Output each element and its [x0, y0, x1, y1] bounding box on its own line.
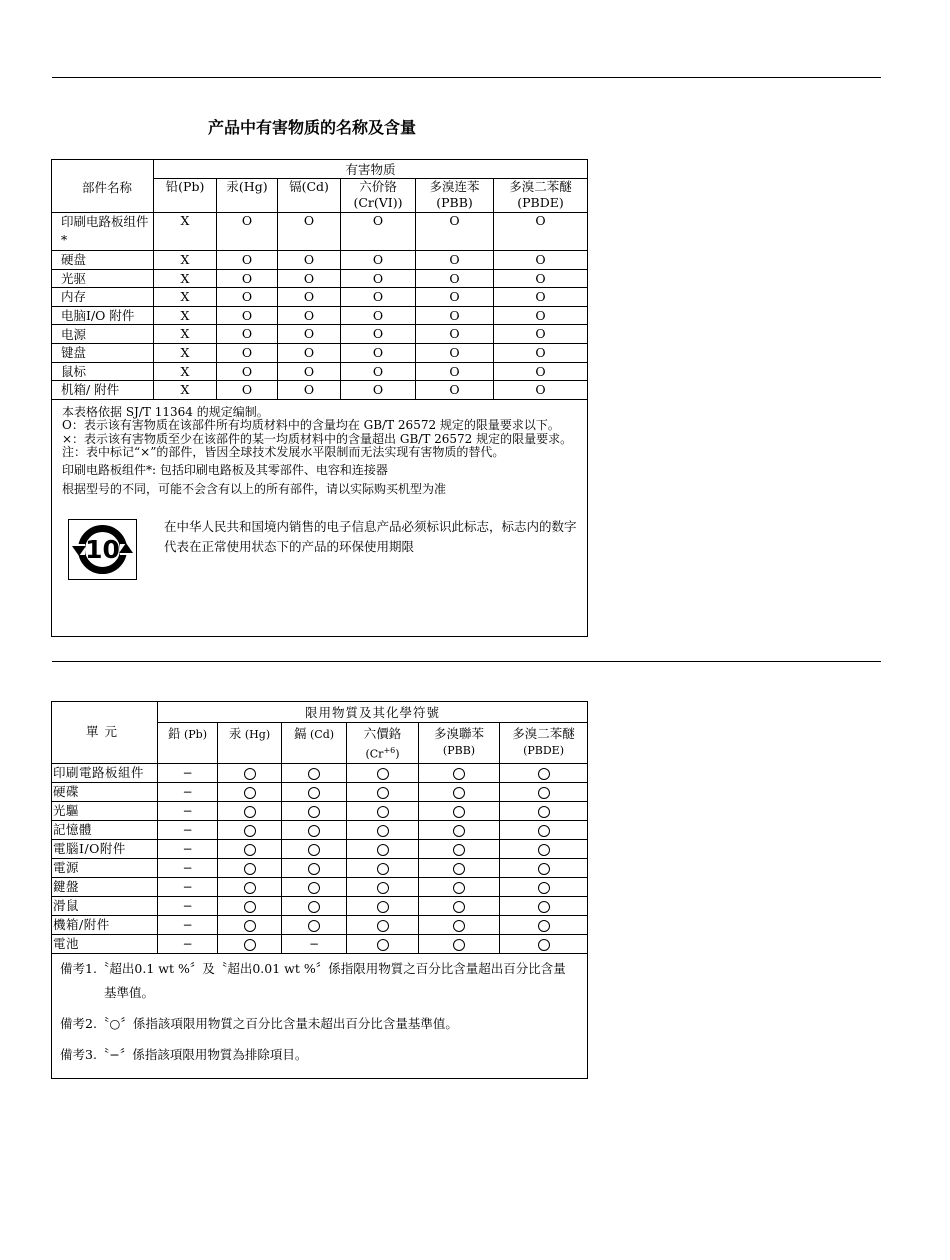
restriction-value	[218, 763, 282, 782]
below-limit-mark	[244, 939, 256, 951]
substance-value: O	[278, 269, 341, 288]
substance-column-header	[278, 179, 341, 213]
restriction-value	[500, 934, 588, 953]
below-limit-mark	[453, 882, 465, 894]
table-row	[52, 251, 588, 270]
exempt-mark: −	[182, 898, 193, 913]
below-limit-mark	[308, 882, 320, 894]
substance-value: O	[416, 288, 494, 307]
restriction-value	[347, 934, 419, 953]
table-row	[52, 915, 588, 934]
below-limit-mark	[538, 844, 550, 856]
substance-value: X	[154, 306, 217, 325]
page-title: 产品中有害物质的名称及含量	[208, 118, 417, 137]
note-line: ×：表示该有害物质至少在该部件的某一均质材料中的含量超出 GB/T 26572 规定的限量要求。	[62, 431, 573, 446]
exempt-mark: −	[182, 784, 193, 799]
exempt-mark: −	[182, 803, 193, 818]
below-limit-mark	[453, 768, 465, 780]
below-limit-mark	[308, 825, 320, 837]
substance-value: O	[494, 251, 588, 270]
substance-value: O	[494, 269, 588, 288]
remark-2: 備考2.〝○〞係指該項限用物質之百分比含量未超出百分比含量基準值。	[60, 1015, 458, 1031]
restriction-value	[158, 820, 218, 839]
restriction-value	[218, 782, 282, 801]
restriction-value	[347, 915, 419, 934]
below-limit-mark	[538, 768, 550, 780]
substance-value: O	[494, 381, 588, 400]
remark-3: 備考3.〝−〞係指該項限用物質為排除項目。	[60, 1046, 308, 1062]
substance-value: O	[416, 362, 494, 381]
unit-name: 電腦I/O附件	[52, 839, 158, 858]
below-limit-mark	[308, 863, 320, 875]
below-limit-mark	[308, 901, 320, 913]
restriction-value	[282, 839, 347, 858]
substance-value: X	[154, 325, 217, 344]
table-row	[52, 782, 588, 801]
restriction-value	[218, 915, 282, 934]
restriction-value	[158, 934, 218, 953]
substance-value: O	[217, 343, 278, 362]
restriction-value	[218, 934, 282, 953]
restriction-value	[419, 820, 500, 839]
substance-value: X	[154, 381, 217, 400]
substance-value: O	[278, 362, 341, 381]
substance-value: O	[217, 213, 278, 251]
table-row	[52, 763, 588, 782]
below-limit-mark	[538, 806, 550, 818]
substance-value: O	[217, 381, 278, 400]
substance-symbol: (Hg)	[241, 728, 271, 741]
unit-name: 印刷電路板組件	[52, 763, 158, 782]
substance-value: O	[341, 251, 416, 270]
substance-value: O	[341, 269, 416, 288]
restriction-value	[419, 801, 500, 820]
exempt-mark: −	[182, 841, 193, 856]
substance-value: O	[494, 325, 588, 344]
substance-symbol: (Cr(VI))	[353, 195, 403, 210]
substance-symbol: (PBDE)	[523, 744, 564, 757]
restriction-value	[158, 839, 218, 858]
below-limit-mark	[538, 901, 550, 913]
substance-value: O	[494, 343, 588, 362]
part-name: 键盘	[52, 343, 154, 362]
below-limit-mark	[377, 901, 389, 913]
middle-divider	[52, 661, 881, 662]
restriction-value	[158, 877, 218, 896]
substance-value: O	[217, 288, 278, 307]
below-limit-mark	[244, 806, 256, 818]
restriction-value	[158, 915, 218, 934]
restricted-column-header	[500, 723, 588, 764]
substance-value: O	[278, 381, 341, 400]
substance-symbol: (PBB)	[442, 744, 476, 757]
substance-value: O	[494, 362, 588, 381]
substance-value: O	[341, 362, 416, 381]
substance-symbol: $(Cr^{+6})$	[365, 746, 400, 761]
substance-value: O	[278, 306, 341, 325]
below-limit-mark	[377, 882, 389, 894]
substance-value: X	[154, 213, 217, 251]
restriction-value	[218, 839, 282, 858]
part-name: 光驱	[52, 269, 154, 288]
exempt-mark: −	[182, 860, 193, 875]
below-limit-mark	[453, 863, 465, 875]
unit-name: 電源	[52, 858, 158, 877]
below-limit-mark	[538, 863, 550, 875]
below-limit-mark	[377, 920, 389, 932]
substance-value: O	[494, 213, 588, 251]
restriction-value	[158, 896, 218, 915]
substance-column-header	[416, 179, 494, 213]
substance-symbol: (PBB)	[436, 195, 473, 210]
substance-value: O	[217, 269, 278, 288]
restriction-value	[282, 763, 347, 782]
restricted-column-header	[347, 723, 419, 764]
substance-value: O	[416, 325, 494, 344]
note-line: 根据型号的不同，可能不会含有以上的所有部件，请以实际购买机型为准	[62, 481, 447, 496]
restriction-value	[218, 801, 282, 820]
notes-cell	[52, 399, 588, 636]
restriction-value	[419, 896, 500, 915]
below-limit-mark	[453, 920, 465, 932]
substance-value: O	[341, 381, 416, 400]
below-limit-mark	[377, 825, 389, 837]
exempt-mark: −	[182, 879, 193, 894]
unit-name: 鍵盤	[52, 877, 158, 896]
below-limit-mark	[453, 939, 465, 951]
below-limit-mark	[453, 825, 465, 837]
substance-name: 汞(Hg)	[226, 179, 268, 194]
hazardous-substances-table-simplified	[51, 159, 588, 637]
restriction-value	[282, 858, 347, 877]
below-limit-mark	[244, 844, 256, 856]
substance-value: O	[341, 213, 416, 251]
below-limit-mark	[538, 787, 550, 799]
part-name-header: 部件名称	[52, 160, 154, 213]
part-name: 机箱/ 附件	[52, 381, 154, 400]
substance-name: 铅(Pb)	[165, 179, 205, 194]
table-row	[52, 213, 588, 251]
restriction-value	[158, 763, 218, 782]
substance-value: X	[154, 269, 217, 288]
restriction-value	[158, 858, 218, 877]
restriction-value	[347, 820, 419, 839]
substance-value: O	[416, 306, 494, 325]
table-row	[52, 325, 588, 344]
restriction-value	[158, 801, 218, 820]
restriction-value	[218, 896, 282, 915]
below-limit-mark	[453, 844, 465, 856]
restriction-value	[500, 877, 588, 896]
restriction-value	[282, 782, 347, 801]
substance-name: 汞 (Hg)	[228, 726, 271, 741]
top-divider	[52, 77, 881, 78]
eco-label	[68, 519, 137, 580]
eco-label-number: 10	[85, 534, 120, 564]
restricted-column-header	[282, 723, 347, 764]
substance-column-header	[341, 179, 416, 213]
unit-header: 單元	[52, 702, 158, 764]
restriction-value	[500, 801, 588, 820]
restriction-value	[158, 782, 218, 801]
restriction-value	[347, 801, 419, 820]
below-limit-mark	[244, 787, 256, 799]
substance-value: O	[416, 269, 494, 288]
part-name: 硬盘	[52, 251, 154, 270]
restricted-column-header	[158, 723, 218, 764]
table-row	[52, 306, 588, 325]
part-name: 电源	[52, 325, 154, 344]
restricted-group-header: 限用物質及其化學符號	[158, 702, 588, 723]
restriction-value	[218, 877, 282, 896]
table-row	[52, 801, 588, 820]
below-limit-mark	[244, 882, 256, 894]
substance-value: O	[278, 213, 341, 251]
below-limit-mark	[377, 806, 389, 818]
substance-name: 鎘 (Cd)	[293, 726, 335, 741]
substance-column-header	[154, 179, 217, 213]
below-limit-mark	[377, 844, 389, 856]
part-name: 鼠标	[52, 362, 154, 381]
below-limit-mark	[308, 920, 320, 932]
restriction-value	[347, 858, 419, 877]
restriction-value	[500, 858, 588, 877]
restriction-value	[500, 820, 588, 839]
exempt-mark: −	[308, 936, 320, 951]
remark-1: 備考1.〝超出0.1 wt %〞及〝超出0.01 wt %〞係指限用物質之百分比含量超出百分比含量	[60, 960, 566, 976]
restriction-value	[282, 896, 347, 915]
table-row	[52, 362, 588, 381]
restriction-value	[500, 915, 588, 934]
substance-value: X	[154, 343, 217, 362]
restriction-value	[347, 896, 419, 915]
table-row	[52, 343, 588, 362]
below-limit-mark	[244, 920, 256, 932]
below-limit-mark	[453, 806, 465, 818]
note-line: 注：表中标记“×”的部件，皆因全球技术发展水平限制而无法实现有害物质的替代。	[62, 445, 505, 460]
restriction-value	[282, 801, 347, 820]
substance-value: O	[416, 343, 494, 362]
below-limit-mark	[244, 901, 256, 913]
restriction-value	[419, 877, 500, 896]
substance-value: O	[278, 343, 341, 362]
substance-value: O	[416, 251, 494, 270]
substance-value: X	[154, 288, 217, 307]
substance-symbol: (Cd)	[306, 728, 335, 741]
substance-name: 六价铬	[359, 179, 397, 194]
restriction-value	[419, 782, 500, 801]
restriction-value	[500, 896, 588, 915]
substance-name: 六價鉻	[363, 726, 402, 741]
table-row	[52, 877, 588, 896]
below-limit-mark	[308, 844, 320, 856]
table-row	[52, 269, 588, 288]
unit-name: 機箱/附件	[52, 915, 158, 934]
restricted-column-header	[218, 723, 282, 764]
restriction-value	[282, 820, 347, 839]
restriction-value	[347, 877, 419, 896]
remarks-cell	[52, 953, 588, 1078]
substance-name: 镉(Cd)	[289, 179, 329, 194]
recycle-10-icon	[69, 520, 136, 579]
below-limit-mark	[244, 863, 256, 875]
exempt-mark: −	[182, 765, 193, 780]
restriction-value	[218, 858, 282, 877]
substance-value: O	[217, 362, 278, 381]
table-row	[52, 858, 588, 877]
restricted-substances-table-traditional	[51, 701, 588, 1079]
restriction-value	[347, 782, 419, 801]
substance-value: O	[416, 213, 494, 251]
remark-1-continued: 基準值。	[104, 984, 155, 1000]
restriction-value	[347, 763, 419, 782]
below-limit-mark	[538, 920, 550, 932]
restricted-column-header	[419, 723, 500, 764]
substance-column-header	[494, 179, 588, 213]
below-limit-mark	[453, 901, 465, 913]
below-limit-mark	[377, 768, 389, 780]
substance-value: O	[278, 325, 341, 344]
note-line: O：表示该有害物质在该部件所有均质材料中的含量均在 GB/T 26572 规定的限量要求以下。	[62, 418, 560, 433]
substance-symbol: (Pb)	[180, 728, 208, 741]
exempt-mark: −	[182, 917, 193, 932]
substance-column-header	[217, 179, 278, 213]
below-limit-mark	[538, 882, 550, 894]
unit-name: 光驅	[52, 801, 158, 820]
unit-name: 滑鼠	[52, 896, 158, 915]
restriction-value	[218, 820, 282, 839]
eco-label-text: 在中华人民共和国境内销售的电子信息产品必须标识此标志，标志内的数字代表在正常使用状态下的产品的环保使用期限	[164, 518, 577, 554]
restriction-value	[282, 934, 347, 953]
below-limit-mark	[308, 806, 320, 818]
substance-value: O	[494, 288, 588, 307]
substance-value: O	[217, 306, 278, 325]
substance-value: O	[278, 251, 341, 270]
substance-name: 鉛 (Pb)	[167, 726, 208, 741]
restriction-value	[500, 839, 588, 858]
table-row	[52, 381, 588, 400]
exempt-mark: −	[182, 936, 193, 951]
substance-name: 多溴连苯	[429, 179, 480, 194]
restriction-value	[282, 915, 347, 934]
substance-value: O	[341, 325, 416, 344]
below-limit-mark	[244, 825, 256, 837]
exempt-mark: −	[182, 822, 193, 837]
substance-value: X	[154, 251, 217, 270]
substance-value: O	[341, 288, 416, 307]
note-line: 印刷电路板组件*: 包括印刷电路板及其零部件、电容和连接器	[62, 462, 388, 477]
below-limit-mark	[308, 768, 320, 780]
unit-name: 記憶體	[52, 820, 158, 839]
below-limit-mark	[377, 787, 389, 799]
restriction-value	[419, 839, 500, 858]
restriction-value	[419, 915, 500, 934]
table-row	[52, 288, 588, 307]
restriction-value	[500, 782, 588, 801]
restriction-value	[347, 839, 419, 858]
substance-symbol: (PBDE)	[517, 195, 564, 210]
substance-value: O	[217, 325, 278, 344]
restriction-value	[419, 934, 500, 953]
substance-value: O	[278, 288, 341, 307]
substance-name: 多溴聯苯	[433, 726, 484, 741]
substance-name: 多溴二苯醚	[509, 179, 572, 194]
restriction-value	[282, 877, 347, 896]
substance-value: O	[341, 306, 416, 325]
restriction-value	[419, 763, 500, 782]
table-row	[52, 820, 588, 839]
below-limit-mark	[308, 787, 320, 799]
restriction-value	[500, 763, 588, 782]
below-limit-mark	[244, 768, 256, 780]
below-limit-mark	[538, 825, 550, 837]
below-limit-mark	[453, 787, 465, 799]
part-name: 内存	[52, 288, 154, 307]
table-row	[52, 934, 588, 953]
unit-name: 硬碟	[52, 782, 158, 801]
substance-value: X	[154, 362, 217, 381]
substance-value: O	[217, 251, 278, 270]
table-row	[52, 839, 588, 858]
substance-name: 多溴二苯醚	[512, 726, 575, 741]
part-name: 电脑I/O 附件	[52, 306, 154, 325]
substance-value: O	[341, 343, 416, 362]
part-name: 印刷电路板组件*	[52, 213, 154, 251]
table-row	[52, 896, 588, 915]
below-limit-mark	[377, 863, 389, 875]
note-line: 本表格依据 SJ/T 11364 的规定编制。	[62, 404, 269, 419]
substance-value: O	[494, 306, 588, 325]
substance-group-header: 有害物质	[154, 160, 588, 179]
restriction-value	[419, 858, 500, 877]
unit-name: 電池	[52, 934, 158, 953]
substance-value: O	[416, 381, 494, 400]
below-limit-mark	[538, 939, 550, 951]
eco-label-row	[62, 517, 577, 583]
below-limit-mark	[377, 939, 389, 951]
